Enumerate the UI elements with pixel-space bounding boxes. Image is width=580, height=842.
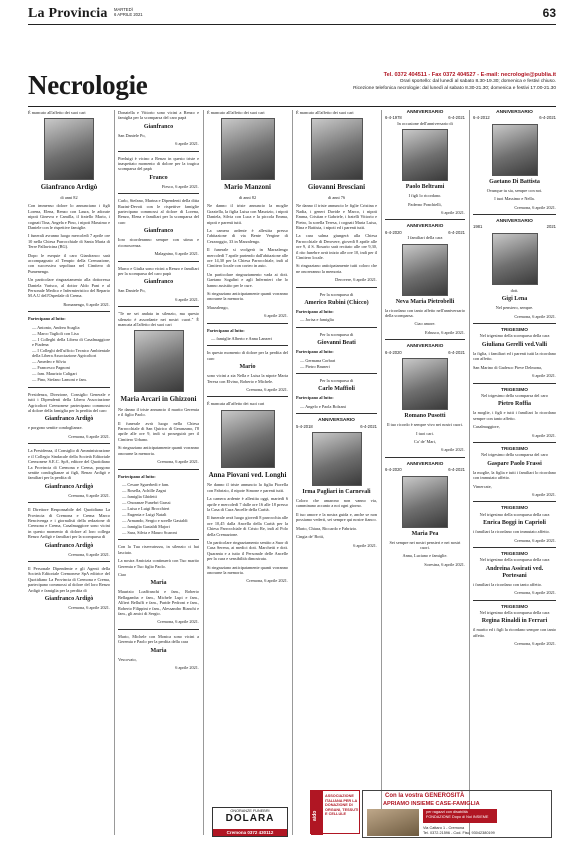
mourners-title: Partecipano al lutto: <box>118 473 156 479</box>
divider <box>118 193 199 194</box>
page-number: 63 <box>542 6 556 20</box>
column-divider <box>381 110 382 835</box>
notice-date: Cremona, 6 aprile 2021. <box>246 387 288 393</box>
portrait-photo <box>221 410 275 468</box>
notice-text: la figlia, i familiari ed i parenti tutti la ricordano con affetto. <box>473 350 556 362</box>
funeral-info: La cara salma giungerà alla Chiesa Parrocchiale di Derovere, giovedì 8 aprile alle ore 9, il S. Rosario sarà recitato alle ore 9,30, il rito funebre avrà inizio alle ore 10, indi per il Cimitero locale. <box>296 233 378 260</box>
notice-text: Marco e Giulia sono vicini a Renzo e familiari per la scomparsa del caro papà <box>118 265 199 276</box>
column-2 <box>118 110 199 673</box>
notice-text: Il Direttore Responsabile del Quotidiano La Provincia di Cremona e Crema Marco Bencivenga e i giornalisti della redazione di Cremona e Crema, Casalmaggiore sono vicini in questo momento di dolore al loro collega Renzo Ardigò e familiari per la scomparsa di <box>28 507 110 540</box>
deceased-age: di anni 82 <box>60 194 78 200</box>
anniversary-heading: ANNIVERSARIO <box>406 110 444 115</box>
portrait-photo <box>311 118 363 180</box>
deceased-name: Romano Pusotti <box>404 413 446 420</box>
notice-date: Cremona, 6 aprile 2021. <box>157 459 199 465</box>
notice-text: Ciao amore. <box>414 321 436 327</box>
mourners-title: Partecipano al lutto: <box>28 316 66 322</box>
notice-date: Cremona, 6 aprile 2021. <box>514 590 556 596</box>
column-divider <box>469 110 470 835</box>
notice-text: Si ringraziano anticipatamente quanti vorranno onorarne la memoria. <box>207 291 288 302</box>
anniversary-date-to: 6-4-2021 <box>448 467 465 473</box>
mourner-item: — Antonio, Andrea Scaglia <box>32 324 80 330</box>
divider <box>28 561 110 562</box>
aido-logo <box>311 791 323 835</box>
notice-text: Anna, Luciano e famiglie. <box>402 553 448 559</box>
notice-date: Cremona, 6 aprile 2021. <box>68 551 110 557</box>
divider <box>118 539 199 540</box>
notice-text: In occasione dell'anniversario di <box>397 120 453 126</box>
notice-text: La Presidenza, il Consiglio di Amministrazione e il Collegio Sindacale della Società Editoriale Cremonese S.E.C. SpA, editore del Quotidiano La Provincia di Cremona e Crema, porgono sentite condoglianze ai figli, Renzo Ardigò e familiari per la perdita di <box>28 448 110 481</box>
trigesimo-heading: TRIGESIMO <box>501 328 528 334</box>
notice-date: Cremona, 6 aprile 2021. <box>246 578 288 584</box>
mourner-item: — Cesare Sguerbedi e fam. <box>122 481 170 487</box>
divider <box>296 287 377 288</box>
notice-date: Cremona, 6 aprile 2021. <box>68 492 110 498</box>
notice-date: 6 aprile 2021. <box>353 542 377 548</box>
mourner-item: — Angelo e Paola Bolzani <box>300 403 346 409</box>
notice-text: Ovunque tu sia, sempre con noi. <box>486 187 543 193</box>
notice-text: La camera ardente è allestita presso l'abitazione di via Bente Vergine di Cezaroggio, 33 in Marzalengo. <box>207 227 288 244</box>
issue-day: MARTEDÌ <box>114 7 133 12</box>
notice-date: Soresina, 6 aprile 2021. <box>424 561 465 567</box>
notice-text: Il tuo ricordo è sempre vivo nei nostri cuori. <box>386 422 463 428</box>
anniversary-dates <box>473 224 556 229</box>
anniversary-dates <box>473 115 556 120</box>
divider <box>473 547 556 548</box>
anniversary-date-to: 2021 <box>546 224 556 230</box>
notice-text: Nel trigesimo della scomparsa della cara <box>479 557 550 563</box>
portrait-photo <box>402 244 448 296</box>
deceased-name: Paolo Beltrami <box>405 184 445 191</box>
notice-text: Nel trigesimo della scomparsa della cara <box>479 333 550 339</box>
divider <box>473 600 556 601</box>
deceased-age: di anni 82 <box>238 194 257 200</box>
notice-date: 6 aprile 2021. <box>532 432 556 438</box>
notice-text: Il Personale Dipendente e gli Agenti della Società Editoriale Cremonese SpA editrice del Quotidiano La Provincia di Cremona e Crema, partecipano commossi al dolore del loro Renzo Ardigò e famiglia per la perdita di <box>28 565 110 593</box>
notice-intro: Per la scomparsa di <box>319 291 354 297</box>
funeral-info: Il funerale si svolgerà in Marzalengo mercoledì 7 aprile partendo dall'abitazione alle ore 14,30 per la Chiesa Parrocchiale, indi al Cimitero locale con corteo in auto. <box>207 247 288 269</box>
mourners-title: Partecipano al lutto: <box>296 395 334 401</box>
deceased-name: Andreina Assirati ved. Portesani <box>485 565 544 579</box>
mourner-item: — I Colleghi della Libera di Casalmaggiore e Piadena <box>32 336 110 348</box>
mourner-item: — Onoranze Funebri Grassi <box>122 499 171 505</box>
mourner-item: — Germana Corbari <box>300 357 336 363</box>
deceased-name: Maria Pea <box>411 530 439 537</box>
anniversary-date-to: 6-4-2021 <box>360 423 377 429</box>
deceased-name: Franco <box>149 174 168 181</box>
notice-text: Mario, Michele con Monica sono vicini a Geremia e Paolo per la perdita della cara <box>118 633 199 645</box>
deceased-name: Neva Maria Pietrobelli <box>395 298 455 305</box>
mourner-item: — Sara, Silvia e Mauro Scaroni <box>122 529 177 535</box>
notice-date: 6 aprile 2021. <box>175 296 199 302</box>
divider <box>28 311 110 312</box>
funeral-info: Il funerale avrà luogo nella Chiesa Parrocchiale di San Quirico di Geranzano, l'8 aprile alle ore 9, indi si proseguirà per il Cimitero Urbano. <box>118 420 199 442</box>
notice-text: Si ringraziano anticipatamente quanti vorranno onorarne la memoria. <box>118 445 199 456</box>
mourner-item: — Armando, Sergio e sorelle Gastaldi <box>122 517 188 523</box>
notice-text: Si ringraziano anticipatamente quanti vorranno onorarne la memoria. <box>207 564 288 576</box>
trigesimo-heading: TRIGESIMO <box>501 387 528 393</box>
notice-text: I tuoi Massimo e Nella. <box>494 196 535 202</box>
mourners-list <box>207 336 288 341</box>
mourners-title: Partecipano al lutto: <box>296 309 334 314</box>
notice-intro: È mancato all'affetto dei suoi cari <box>28 110 86 115</box>
notice-text: Ne danno il triste annuncio la figlia Fiorella con Fabrizio, il nipote Simone e parenti tutti. <box>207 482 288 493</box>
deceased-name: Americo Rubini (Chicco) <box>304 300 369 306</box>
notice-text: Sei sempre nei nostri pensieri e nei nostri cuori. <box>389 539 461 550</box>
notice-text: Con la Tua riservatezza, in silenzio ci hai lasciato. <box>118 544 199 555</box>
notice-intro: È mancata all'affetto dei suoi cari <box>207 401 265 407</box>
anniversary-date-from: 5-4-2018 <box>296 423 313 429</box>
divider <box>118 151 199 152</box>
notice-text: Dopo le esequie il caro Gianfranco sarà accompagnato al Tempio della Cremazione, con successiva sepoltura nel Cimitero di Pumenengo. <box>28 252 110 274</box>
column-divider <box>203 110 204 835</box>
notice-place: San Daniele Po, <box>118 132 146 138</box>
mourners-list <box>118 482 199 535</box>
notice-text: I figli lo ricordano. <box>408 193 442 199</box>
divider <box>473 383 556 384</box>
divider <box>207 345 288 346</box>
notice-date: 6 aprile 2021. <box>532 373 556 379</box>
notice-date: Derovere, 6 aprile 2021. <box>335 277 377 283</box>
notice-text: Il tuo amore e la nostra guida e, anche se non possiamo vederti, sei sempre qui nostre fianco. <box>296 511 377 523</box>
divider <box>473 501 556 502</box>
deceased-name: Gianfranco <box>143 123 174 130</box>
notice-date: Cremona, 6 aprile 2021. <box>514 537 556 543</box>
anniversary-date-from: 6-4-2020 <box>385 349 402 355</box>
ad-phone-line: Tel. 0372.21596 - Cod. Fisc. 93042380199 <box>423 830 495 835</box>
mourner-item: — Francesco Pagnoni <box>32 365 70 371</box>
divider <box>473 214 556 215</box>
mourner-item: — famiglie Alberto e Anna Lanzeri <box>211 336 272 342</box>
divider <box>385 339 465 340</box>
notice-text: Nel trigesimo della scomparsa del caro <box>481 452 548 458</box>
anniversary-dates <box>296 424 377 429</box>
deceased-name: Gianfranco Ardigò <box>44 596 94 602</box>
ad-text: ASSOCIAZIONE ITALIANA PER LA DONAZIONE DI ORGANI, TESSUTI E CELLULE <box>325 794 359 817</box>
notice-text: Nel trigesimo della scomparsa del caro <box>481 392 548 398</box>
notice-text: Presidenza, Direzione, Consiglio Generale e tutti i Dipendenti della Libera Associazione Agricoltori Cremonese partecipano commossi al dolore della famiglia per la perdita del caro <box>28 391 110 414</box>
notice-date: Cremona, 6 aprile 2021. <box>514 641 556 647</box>
notice-text: e porgono sentite condoglianze. <box>28 425 83 431</box>
notice-place: Ca' de' Mari, <box>414 438 436 444</box>
anniversary-dates <box>385 467 465 472</box>
mourner-item: — famiglia Ghidetti <box>122 493 157 499</box>
notice-text: il marito ed i figli la ricordano sempre con tanto affetto. <box>473 627 556 638</box>
divider <box>118 306 199 307</box>
notice-date: 6 aprile 2021. <box>175 141 199 147</box>
anniversary-date-from: 6-4-2012 <box>473 115 490 121</box>
issue-date-text: 6 APRILE 2021 <box>114 12 143 17</box>
notice-date: Fiesco, 6 aprile 2021. <box>161 183 199 189</box>
notice-date: 6 aprile 2021. <box>175 665 199 670</box>
trigesimo-heading: TRIGESIMO <box>501 604 528 610</box>
deceased-name: Gianfranco <box>143 228 174 235</box>
notice-text: In questo momento di dolore per la perdita del caro <box>207 350 288 361</box>
column-4 <box>296 110 377 551</box>
anniversary-heading: ANNIVERSARIO <box>406 224 444 230</box>
mourner-item: — fam. Maurizio Caligari <box>32 371 77 377</box>
notice-place: Vimercate, <box>473 483 492 489</box>
column-1 <box>28 110 110 613</box>
portrait-photo <box>221 118 275 180</box>
notice-text: sono vicini a zia Nella e Luisa la nipote Maria Teresa con Elvino, Roberto e Michele. <box>207 373 288 384</box>
anniversary-date-from: 6-4-1978 <box>385 115 402 121</box>
portrait-photo <box>312 432 362 486</box>
notice-text: Ioro ricorderanno sempre con stima e riconoscenza. <box>118 237 199 248</box>
anniversary-date-to: 6-4-2021 <box>448 229 465 235</box>
ad-box-text <box>426 810 488 819</box>
notice-date: 6 aprile 2021. <box>264 313 288 319</box>
deceased-name: Maria Arcari in Ghizzoni <box>120 395 197 404</box>
mourners-list <box>28 325 110 383</box>
office-hours: Orari sportello: dal lunedì al sabato 8.30-19.30; domenica e festivi chiuso. <box>399 79 556 85</box>
portrait-photo <box>134 330 184 392</box>
anniversary-heading: ANNIVERSARIO <box>406 344 444 350</box>
column-divider <box>114 110 115 835</box>
mourner-item: — Jorisa e famiglia <box>300 317 334 323</box>
deceased-name: Gigi Lena <box>501 296 528 303</box>
notice-text: Ne danno il triste annuncio le figlie Cristina e Nadia, i generi Davide e Marco, i nipoti Emma, Cristian e Gabriele, i fratelli Vittorio e Pietro, la sorella Teresa, i cognati Maria Luisa, Rina e Battista, i nipoti ed i parenti tutti. <box>296 203 377 230</box>
phone-hours: Ricezione telefonica necrologie: dal lunedì al sabato 8.30-21.30; domenica e festivi 17.00-21.30 <box>353 85 556 91</box>
title-prefix: dott. <box>510 287 519 293</box>
anniversary-heading: ANNIVERSARIO <box>318 418 355 424</box>
divider <box>207 323 288 324</box>
deceased-name: Gianfranco Ardigò <box>44 416 94 423</box>
section-title: Necrologie <box>28 70 148 100</box>
deceased-name: Giovanni Beati <box>317 340 356 347</box>
mourner-item: — Pino, Stefano Lamoni e fam. <box>32 377 87 383</box>
trigesimo-heading: TRIGESIMO <box>501 552 528 557</box>
portrait-photo <box>402 476 448 528</box>
notice-text: la ricordano con tanto affetto nell'anniversario della scomparsa. <box>385 307 465 319</box>
dolara-ad <box>212 807 288 837</box>
notice-text: Maurizio Loaffranchi e fam., Roberto Bellagamba e fam., Michele Lupi e fam., Alfieri Belluffi e fam., Paride Pedroni e fam., Roberto Filippini e fam., Alessandro Bianchi e fam., gli amici di Sergio. <box>118 589 199 616</box>
deceased-name: Giuliana Gerelli ved.Valli <box>481 341 548 348</box>
notice-date: Romanengo, 6 aprile 2021. <box>63 301 110 307</box>
notice-date: Cremona, 6 aprile 2021. <box>157 619 199 625</box>
ad-name: DOLARA <box>225 813 275 824</box>
deceased-name: Gianfranco Ardigò <box>40 183 98 192</box>
notice-text: Nel trigesimo della scomparsa della cara <box>479 511 550 517</box>
anniversary-date-to: 6-4-2021 <box>448 115 465 121</box>
notice-text: Mario, Chiara, Riccardo e Fabrizio. <box>296 525 358 531</box>
trigesimo-heading: TRIGESIMO <box>501 446 528 452</box>
notice-text: Ciao <box>118 571 127 577</box>
notice-text: Ne danno il triste annuncio il marito Geremia e il figlio Paolo. <box>118 406 199 418</box>
ad-address-line: Via Cattaro 1 - Cremona <box>423 826 465 830</box>
notice-text: Si ringraziano anticipatamente tutti coloro che ne onoreranno la memoria. <box>296 263 377 274</box>
notice-date: Erbusco, 6 aprile 2021. <box>425 329 465 335</box>
mourner-item: — I Colleghi dell'ufficio Tecnico Ambientale della Libera Associazione Agricoltori <box>32 348 110 359</box>
notice-text: la moglie, i figli e tutti i familiari lo ricordano sempre con tanto affetto. <box>473 410 556 421</box>
divider <box>473 323 556 324</box>
notice-text: Con immenso dolore lo annunciano i figli Lorena, Elena, Renzo con Laura, le adorate nipoti Ginevra e Camilla, il fratello Mario, i cognati Tina, Angela e Pino, i nipoti Massimo e Daniele con le rispettive famiglie. <box>28 203 110 230</box>
deceased-name: Anna Piovani ved. Longhi <box>208 470 287 479</box>
ad-photo <box>367 809 419 836</box>
deceased-age: di anni 76 <box>327 194 346 200</box>
column-6 <box>473 110 556 650</box>
anniversary-date-from: 6-4-2020 <box>385 229 402 235</box>
notice-text: Nel pensiero, sempre. <box>495 305 534 311</box>
newspaper-brand: La Provincia <box>28 6 108 21</box>
header-rule <box>28 106 556 107</box>
notice-intro: È mancato all'affetto dei suoi cari <box>207 110 265 115</box>
funeral-info: Il funerale avrà luogo giovedì 8 parrocchia alle ore 10,45 dalla Ancella della Carità per la Chiesa Parrocchiale di Cristo Re, indi al Polo della Cremazione. <box>207 515 288 537</box>
notice-date: 6 aprile 2021. <box>532 491 556 497</box>
anniversary-heading: ANNIVERSARIO <box>496 219 533 225</box>
issue-date <box>114 7 143 17</box>
deceased-name: Enrica Boggi in Caprioli <box>483 520 546 527</box>
notice-text: I familiari della cara <box>407 235 443 241</box>
divider <box>296 327 377 328</box>
notice-date: Cremona, 6 aprile 2021. <box>514 204 556 210</box>
deceased-name: Maria <box>150 647 167 654</box>
notice-text: Un particolare ringraziamento sentito a Suor di Casa Serena, ai medici dott. Marchetti e dott. Quaranta e a tutto il Personale delle Ancelle per la cura e sensibilità dimostrata. <box>207 540 288 562</box>
contact-info <box>250 72 556 91</box>
notice-text: i familiari la ricordano con immutato affetto. <box>473 529 550 535</box>
contact-line: Tel. 0372 404511 - Fax 0372 404527 - E-mail: necrologie@publia.it <box>383 72 556 78</box>
anniversary-heading: ANNIVERSARIO <box>496 110 533 115</box>
portrait-photo <box>44 118 94 180</box>
ad-box-line: per ragazzi con disabilità <box>426 810 468 814</box>
masthead <box>28 6 556 22</box>
deceased-name: Gaetano Di Battista <box>489 178 540 185</box>
deceased-name: Pietro Roffia <box>497 401 532 408</box>
mourners-list <box>296 358 377 369</box>
anniversary-date-from: 1981 <box>473 224 483 230</box>
column-3 <box>207 110 288 587</box>
divider <box>118 629 199 630</box>
deceased-name: Mario <box>239 364 256 371</box>
notice-place: Paderno Ponchielli, <box>408 201 442 207</box>
deceased-name: Gianfranco Ardigò <box>44 542 94 549</box>
aido-ad <box>310 790 360 834</box>
divider <box>296 373 377 374</box>
notice-intro: Per la scomparsa di <box>319 331 354 337</box>
mourners-title: Partecipano al lutto: <box>296 349 334 355</box>
notice-text: Coloro che amarono non vanno via, camminano accanto a noi ogni giorno. <box>296 498 377 509</box>
notice-place: Marzalengo, <box>207 304 229 310</box>
notice-text: Un particolare ringraziamento vada ai dott. Gaetano Sogalini e agli Infermieri che lo hanno assistito per le cure. <box>207 271 288 288</box>
deceased-name: Carlo Maffioli <box>318 386 355 393</box>
generosita-ad <box>362 790 552 838</box>
notice-text: Un particolare ringraziamento alla dottoressa Daniela Varisco, al dottor Aldo Pani e al Personale Medico e Infermieristico del Reparto M.A.U dell'Ospedale di Crema. <box>28 277 110 299</box>
portrait-photo <box>402 129 448 181</box>
anniversary-date-to: 6-4-2021 <box>448 349 465 355</box>
notice-place: Casalmaggiore, <box>473 424 500 430</box>
aido-logo-text: aido <box>312 810 318 821</box>
column-divider <box>292 110 293 835</box>
anniversary-dates <box>385 350 465 355</box>
notice-text: Carlo, Stefano, Marina e Dipendenti della ditta Razini-Devoti con le rispettive famiglie partecipano commossi al dolore di Lorena, Renzo, Elena e familiari per la scomparsa del caro <box>118 198 199 225</box>
deceased-name: Mario Manzoni <box>224 183 271 192</box>
ad-subtitle: ONORANZE FUNEBRI <box>230 809 270 813</box>
mourner-item: — Eugenia e Luigi Natali <box>122 511 167 517</box>
divider <box>473 442 556 443</box>
notice-text: Nel trigesimo della scomparsa della cara <box>479 610 550 616</box>
divider <box>385 219 465 220</box>
divider <box>385 457 465 458</box>
notice-text: La nostra Amicizia continuerà con Tuo marito Geremia e Tuo figlio Paolo. <box>118 558 199 569</box>
notice-date: Cremona, 6 aprile 2021. <box>514 313 556 319</box>
notice-text: Ne danno il triste annuncio la moglie Graziella, la figlia Luisa con Maurizio, i nipoti Daniela, Silvia con Luca e la piccola Emma, nipoti e parenti tutti. <box>207 203 288 225</box>
notice-place: San Marino di Gadesco Pieve Delmona, <box>473 364 542 370</box>
anniversary-heading: ANNIVERSARIO <box>406 461 444 467</box>
mourner-item: — famiglia Gastaldi Majori <box>122 523 170 529</box>
notice-text: Pierluigi è vicino a Renzo in questo triste e inaspettato momento di dolore per la tragica scomparsa del papà <box>118 155 199 172</box>
anniversary-date-to: 6-4-2021 <box>539 115 556 121</box>
deceased-name: Maria <box>150 580 167 587</box>
notice-place: Vescovato, <box>118 656 137 662</box>
notice-date: Cremona, 6 aprile 2021. <box>68 433 110 439</box>
divider <box>28 502 110 503</box>
ad-subheadline: APRIAMO INSIEME CASE-FAMIGLIA <box>383 801 480 807</box>
deceased-name: Gianfranco Ardigò <box>44 483 94 490</box>
notice-date: 6 aprile 2021. <box>441 210 465 216</box>
divider <box>118 469 199 470</box>
notice-text: Donatella e Vittorio sono vicini a Renzo e famiglia per la scomparsa del caro papà <box>118 110 199 121</box>
divider <box>28 387 110 388</box>
notice-text: "Te ne sei andata in silenzio, ma questo silenzio è assordante nei nostri cuori." È mancata all'affetto dei suoi cari <box>118 311 199 327</box>
ad-headline: Con la vostra GENEROSITÀ <box>385 793 465 799</box>
portrait-photo <box>402 358 448 410</box>
notice-text: La camera ardente è allestita oggi, martedì 6 aprile e mercoledì 7 dalle ore 16 alle 18 presso la Casa di Cura Ancelle della Carità. <box>207 496 288 512</box>
deceased-name: Giovanni Bresciani <box>307 183 366 192</box>
mourners-title: Partecipano al lutto: <box>207 327 245 333</box>
ad-box-line: FONDAZIONE Dopo di Noi INSIEME <box>426 814 489 819</box>
ad-phone: Cremona 0372 430112 <box>213 829 287 836</box>
notice-place: Cingia de' Botti, <box>296 534 325 540</box>
portrait-photo <box>492 124 538 176</box>
deceased-name: Gaspare Paolo Frassi <box>487 460 542 467</box>
notice-intro: Per la scomparsa di <box>319 378 354 384</box>
divider <box>296 413 377 414</box>
notice-date: Cremona, 6 aprile 2021. <box>68 605 110 610</box>
notice-intro: È mancato all'affetto dei suoi cari <box>296 110 354 115</box>
deceased-name: Irma Pagliari in Carnevali <box>302 489 371 496</box>
trigesimo-heading: TRIGESIMO <box>501 506 528 512</box>
mourners-list <box>296 404 377 409</box>
deceased-name: Regina Rinaldi in Ferrari <box>481 618 548 625</box>
notice-date: 6 aprile 2021. <box>441 447 465 453</box>
ad-address <box>423 826 495 835</box>
portrait-photo <box>492 233 538 285</box>
mourner-item: — Rosella, Achille Zagni <box>122 487 166 493</box>
deceased-name: Gianfranco <box>143 279 174 286</box>
column-5 <box>385 110 465 570</box>
mourner-item: — Luisa e Luigi Brocchieri <box>122 505 170 511</box>
divider <box>207 396 288 397</box>
top-rule <box>28 24 556 25</box>
divider <box>28 443 110 444</box>
mourners-list <box>296 317 377 322</box>
notice-text: la moglie, la figlia e tutti i familiari lo ricordano con immutato affetto. <box>473 469 556 481</box>
anniversary-date-from: 6-4-2020 <box>385 467 402 473</box>
funeral-info: I funerali avranno luogo mercoledì 7 aprile ore 10 nella Chiesa Parrocchiale di Santa Maria di Terre Pallavicina (BG). <box>28 233 110 250</box>
notice-text: i familiari la ricordano con tanto affetto. <box>473 581 543 587</box>
notice-date: Malagnino, 6 aprile 2021. <box>154 251 199 257</box>
mourner-item: — Amedeo e Silvia <box>32 359 66 365</box>
mourner-item: — Marco Taglioli con Lisa <box>32 330 79 336</box>
notice-text: I tuoi cari. <box>416 430 434 436</box>
notice-place: San Daniele Po, <box>118 288 146 294</box>
mourner-item: — Pietro Bruneri <box>300 363 330 369</box>
divider <box>118 261 199 262</box>
